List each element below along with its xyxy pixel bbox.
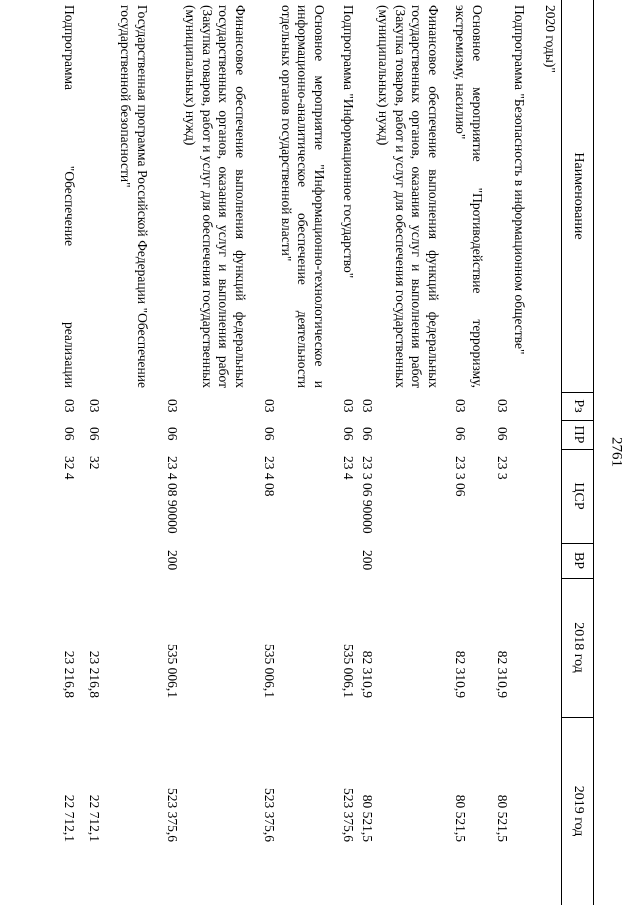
table-top-border xyxy=(593,0,594,905)
row-2-rz: 03 xyxy=(453,399,468,413)
row-6-vr: 200 xyxy=(165,550,180,571)
row-3-name: Финансовое обеспечение выполнения функций федеральных государственных органов, оказания услуг и выполнения работ (Закупка товаров, работ и услуг для обеспечения государственных (муниципальных) нужд) xyxy=(376,5,441,388)
row-1-rz: 03 xyxy=(495,399,510,413)
row-6-pr: 06 xyxy=(165,427,180,441)
row-2-name: Основное мероприятие "Противодействие терроризму, экстремизму, насилию" xyxy=(453,5,485,388)
row-1-name: Подпрограмма "Безопасность в информационном обществе" xyxy=(512,5,527,355)
row-4-pr: 06 xyxy=(341,427,356,441)
row-5-pr: 06 xyxy=(262,427,277,441)
row-3-2019: 80 521,5 xyxy=(360,794,375,842)
row-5-2019: 523 375,6 xyxy=(262,788,277,842)
row-4-csr: 23 4 xyxy=(341,456,356,480)
row-2-csr: 23 3 06 xyxy=(453,456,468,497)
row-2-pr: 06 xyxy=(453,427,468,441)
row-5-2018: 535 006,1 xyxy=(262,644,277,698)
row-5-name: Основное мероприятие "Информационно-технологическое и информационно-аналитическое обеспечение деятельности отдельных органов государственной власти" xyxy=(279,5,327,388)
row-7-2019: 22 712,1 xyxy=(87,794,102,842)
row-2-2018: 82 310,9 xyxy=(453,650,468,698)
row-6-2019: 523 375,6 xyxy=(165,788,180,842)
header-bottom-border xyxy=(561,0,562,905)
row-1-2018: 82 310,9 xyxy=(495,650,510,698)
continuation-text: 2020 годы)" xyxy=(543,5,558,73)
row-6-csr: 23 4 08 90000 xyxy=(165,456,180,534)
row-7-rz: 03 xyxy=(87,399,102,413)
row-3-csr: 23 3 06 90000 xyxy=(360,456,375,534)
row-4-2018: 535 006,1 xyxy=(341,644,356,698)
header-2018: 2018 год xyxy=(571,622,586,673)
row-2-2019: 80 521,5 xyxy=(453,794,468,842)
row-4-rz: 03 xyxy=(341,399,356,413)
row-3-vr: 200 xyxy=(360,550,375,571)
row-3-pr: 06 xyxy=(360,427,375,441)
row-6-name: Финансовое обеспечение выполнения функций федеральных государственных органов, оказания услуг и выполнения работ (Закупка товаров, работ и услуг для обеспечения государственных (муниципальных) нужд) xyxy=(183,5,248,388)
row-8-pr: 06 xyxy=(62,427,77,441)
header-csr: ЦСР xyxy=(571,482,586,510)
page-number: 2761 xyxy=(608,437,625,467)
row-7-csr: 32 xyxy=(87,456,102,470)
header-2019: 2019 год xyxy=(571,785,586,837)
header-vr: ВР xyxy=(571,551,586,570)
header-rz: Рз xyxy=(571,399,586,413)
row-6-2018: 535 006,1 xyxy=(165,644,180,698)
row-1-csr: 23 3 xyxy=(495,456,510,480)
header-name: Наименование xyxy=(571,152,586,240)
row-7-pr: 06 xyxy=(87,427,102,441)
row-8-2019: 22 712,1 xyxy=(62,794,77,842)
row-4-name: Подпрограмма "Информационное государство" xyxy=(341,5,356,279)
row-8-rz: 03 xyxy=(62,399,77,413)
row-7-2018: 23 216,8 xyxy=(87,650,102,698)
row-3-2018: 82 310,9 xyxy=(360,650,375,698)
row-5-rz: 03 xyxy=(262,399,277,413)
row-1-2019: 80 521,5 xyxy=(495,794,510,842)
header-pr: ПР xyxy=(571,425,586,444)
row-8-2018: 23 216,8 xyxy=(62,650,77,698)
row-4-2019: 523 375,6 xyxy=(341,788,356,842)
row-5-csr: 23 4 08 xyxy=(262,456,277,497)
row-1-pr: 06 xyxy=(495,427,510,441)
row-6-rz: 03 xyxy=(165,399,180,413)
row-3-rz: 03 xyxy=(360,399,375,413)
row-8-csr: 32 4 xyxy=(62,456,77,480)
row-7-name: Государственная программа Российской Федерации "Обеспечение государственной безопасности" xyxy=(118,5,150,388)
row-8-name: Подпрограмма "Обеспечение реализации xyxy=(62,5,77,388)
